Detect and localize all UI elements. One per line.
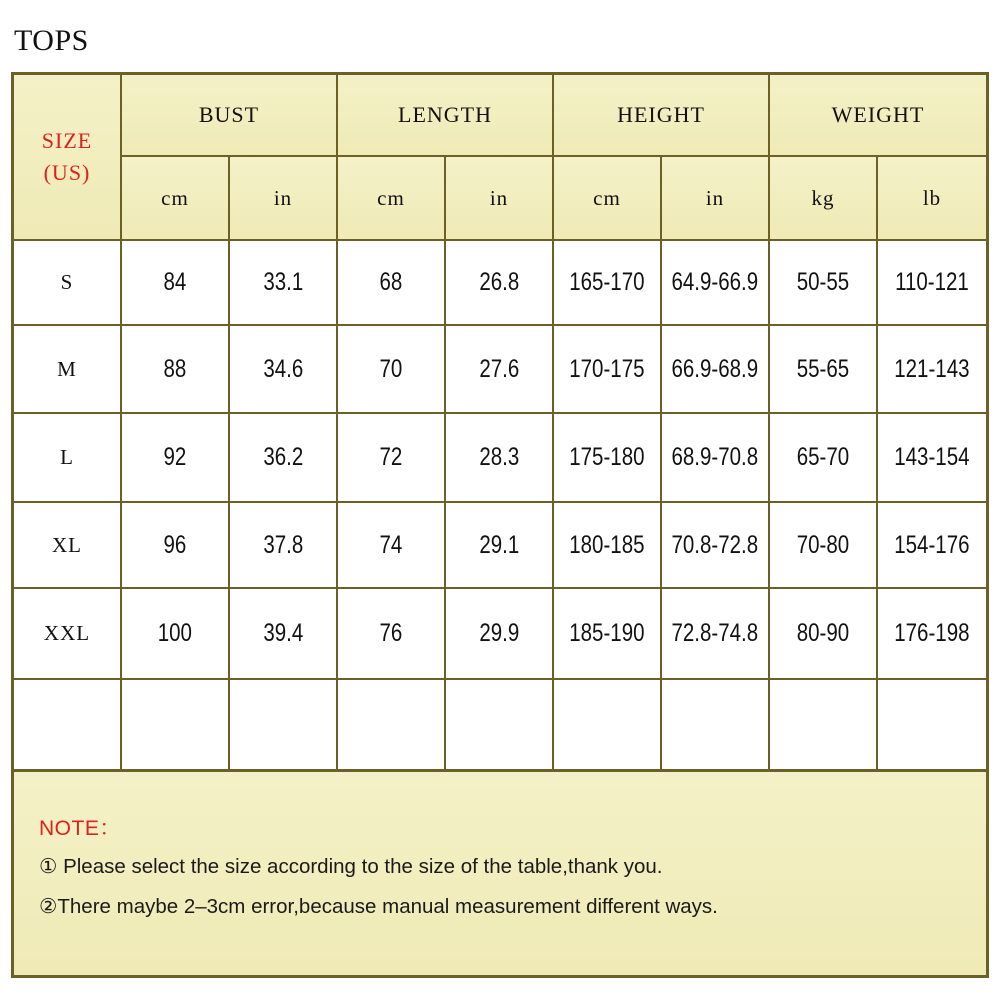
size-header-region: (US) xyxy=(43,160,91,185)
measurement-value: 29.9 xyxy=(479,619,519,647)
table-cell xyxy=(230,414,338,503)
measurement-value: 70 xyxy=(379,354,403,383)
table-cell xyxy=(230,241,338,326)
empty-cell xyxy=(446,680,554,769)
page-title: TOPS xyxy=(14,24,89,57)
measurement-value: 76 xyxy=(379,619,403,647)
table-cell xyxy=(338,589,446,680)
table-cell xyxy=(662,503,770,589)
measurement-value: 70.8-72.8 xyxy=(671,530,759,559)
measurement-value: 154-176 xyxy=(894,530,970,559)
table-cell xyxy=(878,503,986,589)
size-label: S xyxy=(14,241,122,326)
table-cell xyxy=(878,414,986,503)
table-cell xyxy=(554,414,662,503)
measurement-value: 185-190 xyxy=(569,619,645,647)
table-cell xyxy=(446,589,554,680)
unit-header: cm xyxy=(554,157,662,241)
table-cell xyxy=(446,503,554,589)
size-header-label: SIZE xyxy=(41,128,93,153)
size-label: M xyxy=(14,326,122,414)
measurement-value: 34.6 xyxy=(263,354,303,383)
table-cell xyxy=(878,326,986,414)
empty-cell xyxy=(230,680,338,769)
table-cell xyxy=(230,589,338,680)
measurement-value: 143-154 xyxy=(894,443,970,471)
measurement-value: 180-185 xyxy=(569,530,645,559)
unit-header: in xyxy=(662,157,770,241)
table-cell xyxy=(122,326,230,414)
size-label: XL xyxy=(14,503,122,589)
measurement-value: 64.9-66.9 xyxy=(671,268,759,296)
empty-cell xyxy=(662,680,770,769)
measurement-value: 65-70 xyxy=(796,443,850,471)
table-cell xyxy=(230,326,338,414)
empty-cell xyxy=(770,680,878,769)
measurement-value: 36.2 xyxy=(263,443,303,471)
measurement-value: 176-198 xyxy=(894,619,970,647)
table-cell xyxy=(446,414,554,503)
empty-cell xyxy=(338,680,446,769)
table-cell xyxy=(446,241,554,326)
measurement-value: 165-170 xyxy=(569,268,645,296)
table-cell xyxy=(554,241,662,326)
measurement-value: 92 xyxy=(163,443,187,471)
table-cell xyxy=(878,589,986,680)
table-cell xyxy=(446,326,554,414)
measurement-value: 72.8-74.8 xyxy=(671,619,759,647)
measurement-value: 39.4 xyxy=(263,619,303,647)
table-cell xyxy=(554,503,662,589)
measurement-value: 33.1 xyxy=(263,268,303,296)
length-group-header: LENGTH xyxy=(338,75,554,157)
size-label: L xyxy=(14,414,122,503)
size-label: XXL xyxy=(14,589,122,680)
unit-header: lb xyxy=(878,157,986,241)
measurement-value: 66.9-68.9 xyxy=(671,354,759,383)
size-chart-table xyxy=(11,72,989,772)
measurement-value: 68 xyxy=(379,268,403,296)
empty-cell xyxy=(14,680,122,769)
table-cell xyxy=(122,589,230,680)
weight-group-header: WEIGHT xyxy=(770,75,986,157)
table-cell xyxy=(554,589,662,680)
table-cell xyxy=(122,414,230,503)
measurement-value: 70-80 xyxy=(796,530,850,559)
table-cell xyxy=(338,241,446,326)
measurement-value: 110-121 xyxy=(895,268,969,296)
measurement-value: 50-55 xyxy=(796,268,850,296)
table-cell xyxy=(122,241,230,326)
height-group-header: HEIGHT xyxy=(554,75,770,157)
table-cell xyxy=(338,414,446,503)
measurement-value: 96 xyxy=(163,530,187,559)
table-cell xyxy=(770,414,878,503)
measurement-value: 170-175 xyxy=(569,354,645,383)
note-title: NOTE： xyxy=(39,817,121,840)
unit-header: in xyxy=(230,157,338,241)
table-cell xyxy=(230,503,338,589)
measurement-value: 84 xyxy=(163,268,187,296)
table-cell xyxy=(662,414,770,503)
bust-group-header: BUST xyxy=(122,75,338,157)
empty-cell xyxy=(878,680,986,769)
note-line: ②There maybe 2–3cm error,because manual measurement different ways. xyxy=(39,895,718,918)
table-cell xyxy=(878,241,986,326)
table-cell xyxy=(338,326,446,414)
table-cell xyxy=(770,589,878,680)
measurement-value: 27.6 xyxy=(479,354,519,383)
table-cell xyxy=(770,326,878,414)
empty-cell xyxy=(122,680,230,769)
table-cell xyxy=(662,589,770,680)
measurement-value: 26.8 xyxy=(479,268,519,296)
empty-cell xyxy=(554,680,662,769)
measurement-value: 80-90 xyxy=(796,619,850,647)
note-panel xyxy=(11,772,989,978)
unit-header: cm xyxy=(122,157,230,241)
size-column-header xyxy=(14,75,122,241)
measurement-value: 88 xyxy=(163,354,187,383)
table-cell xyxy=(662,241,770,326)
measurement-value: 72 xyxy=(379,443,403,471)
note-line: ① Please select the size according to the size of the table,thank you. xyxy=(39,855,663,878)
measurement-value: 74 xyxy=(379,530,403,559)
unit-header: in xyxy=(446,157,554,241)
measurement-value: 68.9-70.8 xyxy=(671,443,759,471)
unit-header: kg xyxy=(770,157,878,241)
measurement-value: 121-143 xyxy=(894,354,970,383)
table-cell xyxy=(770,503,878,589)
table-cell xyxy=(122,503,230,589)
measurement-value: 100 xyxy=(157,619,193,647)
measurement-value: 55-65 xyxy=(796,354,850,383)
measurement-value: 29.1 xyxy=(479,530,519,559)
measurement-value: 175-180 xyxy=(569,443,645,471)
measurement-value: 37.8 xyxy=(263,530,303,559)
measurement-value: 28.3 xyxy=(479,443,519,471)
table-cell xyxy=(554,326,662,414)
table-cell xyxy=(770,241,878,326)
table-cell xyxy=(662,326,770,414)
table-cell xyxy=(338,503,446,589)
unit-header: cm xyxy=(338,157,446,241)
